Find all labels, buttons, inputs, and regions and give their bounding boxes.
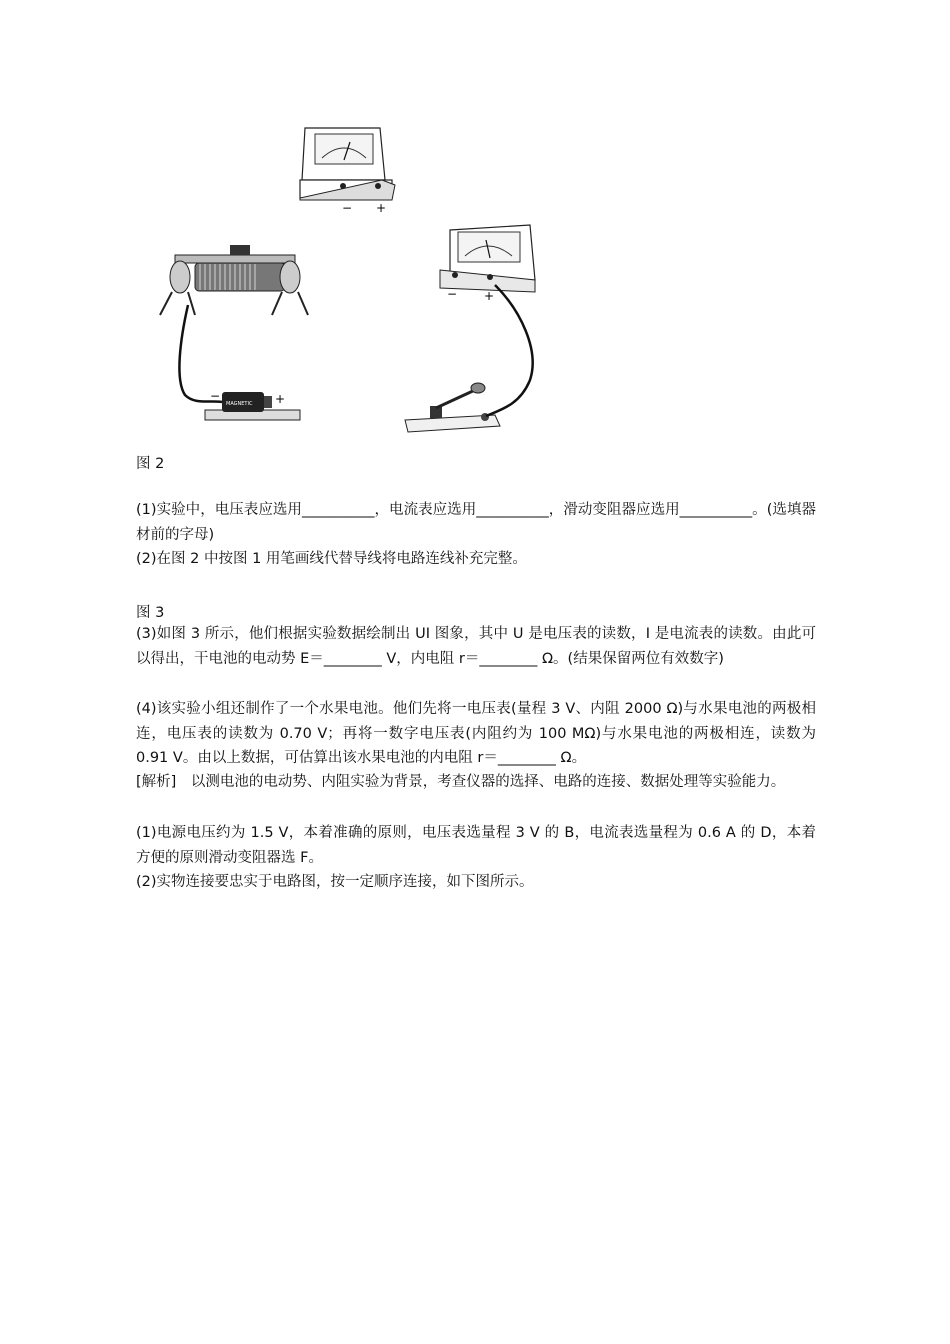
- figure-3-caption: 图 3: [136, 605, 165, 621]
- question-1-text: (1)实验中，电压表应选用__________，电流表应选用__________，滑动变阻器应选用__________。(选填器材前的字母): [136, 502, 816, 543]
- knife-switch: [405, 383, 500, 432]
- question-4-text: (4)该实验小组还制作了一个水果电池。他们先将一电压表(量程 3 V、内阻 2000 Ω)与水果电池的两极相连，电压表的读数为 0.70 V；再将一数字电压表(内阻约为 100 MΩ)与水果电池的两极相连，读数为 0.91 V。由以上数据，可估算出该水果电池的内电阻 r＝________ Ω。: [136, 701, 816, 766]
- question-3: [136, 622, 816, 671]
- voltmeter-top: [300, 128, 395, 215]
- voltmeter-plus-label: +: [376, 201, 387, 215]
- question-3-text: (3)如图 3 所示，他们根据实验数据绘制出 UI 图象，其中 U 是电压表的读数，I 是电流表的读数。由此可以得出，干电池的电动势 E＝________ V，内电阻 r＝________ Ω。(结果保留两位有效数字): [136, 626, 816, 667]
- question-4: [136, 697, 816, 771]
- battery: [205, 389, 300, 420]
- question-1: [136, 498, 816, 547]
- analysis-text: [解析] 以测电池的电动势、内阻实验为背景，考查仪器的选择、电路的连接、数据处理等实验能力。: [136, 774, 786, 790]
- ammeter-plus-label: +: [484, 289, 495, 303]
- answer-1: [136, 821, 816, 870]
- voltmeter-minus-label: −: [342, 201, 353, 215]
- battery-plus-label: +: [275, 392, 286, 406]
- question-2: [136, 547, 816, 572]
- answer-1-text: (1)电源电压约为 1.5 V，本着准确的原则，电压表选量程 3 V 的 B，电流表选量程为 0.6 A 的 D，本着方便的原则滑动变阻器选 F。: [136, 825, 816, 866]
- circuit-figure-2: [150, 120, 570, 440]
- rheostat: [160, 245, 308, 315]
- answer-2: [136, 870, 816, 895]
- question-2-text: (2)在图 2 中按图 1 用笔画线代替导线将电路连线补充完整。: [136, 551, 527, 567]
- battery-label: MAGNETIC: [226, 401, 253, 407]
- figure-2-caption: 图 2: [136, 456, 165, 472]
- battery-minus-label: −: [210, 389, 221, 403]
- ammeter-right: [440, 225, 535, 303]
- analysis: [136, 770, 816, 795]
- ammeter-minus-label: −: [447, 287, 458, 301]
- answer-2-text: (2)实物连接要忠实于电路图，按一定顺序连接，如下图所示。: [136, 874, 534, 890]
